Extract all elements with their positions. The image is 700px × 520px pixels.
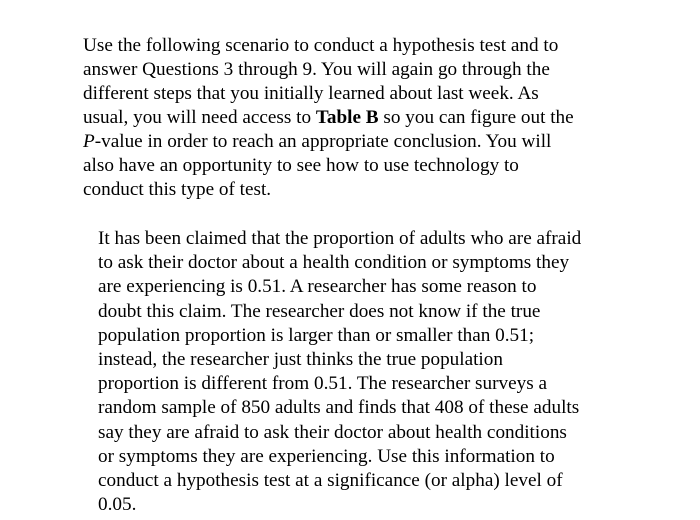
intro-line: [83, 130, 628, 154]
intro-text: -value in order to reach an appropriate conclusion. You will: [94, 131, 552, 152]
intro-line: also have an opportunity to see how to use technology to: [83, 155, 519, 176]
intro-line: answer Questions 3 through 9. You will again go through the: [83, 59, 550, 80]
scenario-line: proportion is different from 0.51. The researcher surveys a: [98, 373, 547, 395]
intro-line: conduct this type of test.: [83, 179, 272, 200]
scenario-line: random sample of 850 adults and finds that 408 of these adults: [98, 397, 580, 419]
p-variable: P: [83, 131, 95, 152]
intro-line: different steps that you initially learned about last week. As: [83, 83, 539, 104]
scenario-line: say they are afraid to ask their doctor about health conditions: [98, 421, 567, 443]
intro-line: Use the following scenario to conduct a hypothesis test and to: [83, 35, 559, 56]
intro-paragraph: [83, 34, 628, 202]
scenario-line: to ask their doctor about a health condition or symptoms they: [98, 252, 570, 274]
scenario-line: 0.05.: [98, 494, 137, 516]
scenario-line: It has been claimed that the proportion of adults who are afraid: [98, 228, 582, 249]
intro-text: usual, you will need access to: [83, 107, 316, 128]
scenario-line: doubt this claim. The researcher does not know if the true: [98, 300, 541, 322]
scenario-line: or symptoms they are experiencing. Use this information to: [98, 445, 555, 467]
table-b-reference: Table B: [315, 107, 379, 128]
scenario-line: instead, the researcher just thinks the true population: [98, 349, 503, 371]
scenario-paragraph: [98, 227, 638, 517]
scenario-line: are experiencing is 0.51. A researcher has some reason to: [98, 276, 537, 298]
intro-text: so you can figure out the: [378, 107, 574, 128]
intro-line: [83, 106, 628, 130]
scenario-line: population proportion is larger than or smaller than 0.51;: [98, 324, 535, 346]
scenario-line: conduct a hypothesis test at a significance (or alpha) level of: [98, 470, 563, 492]
